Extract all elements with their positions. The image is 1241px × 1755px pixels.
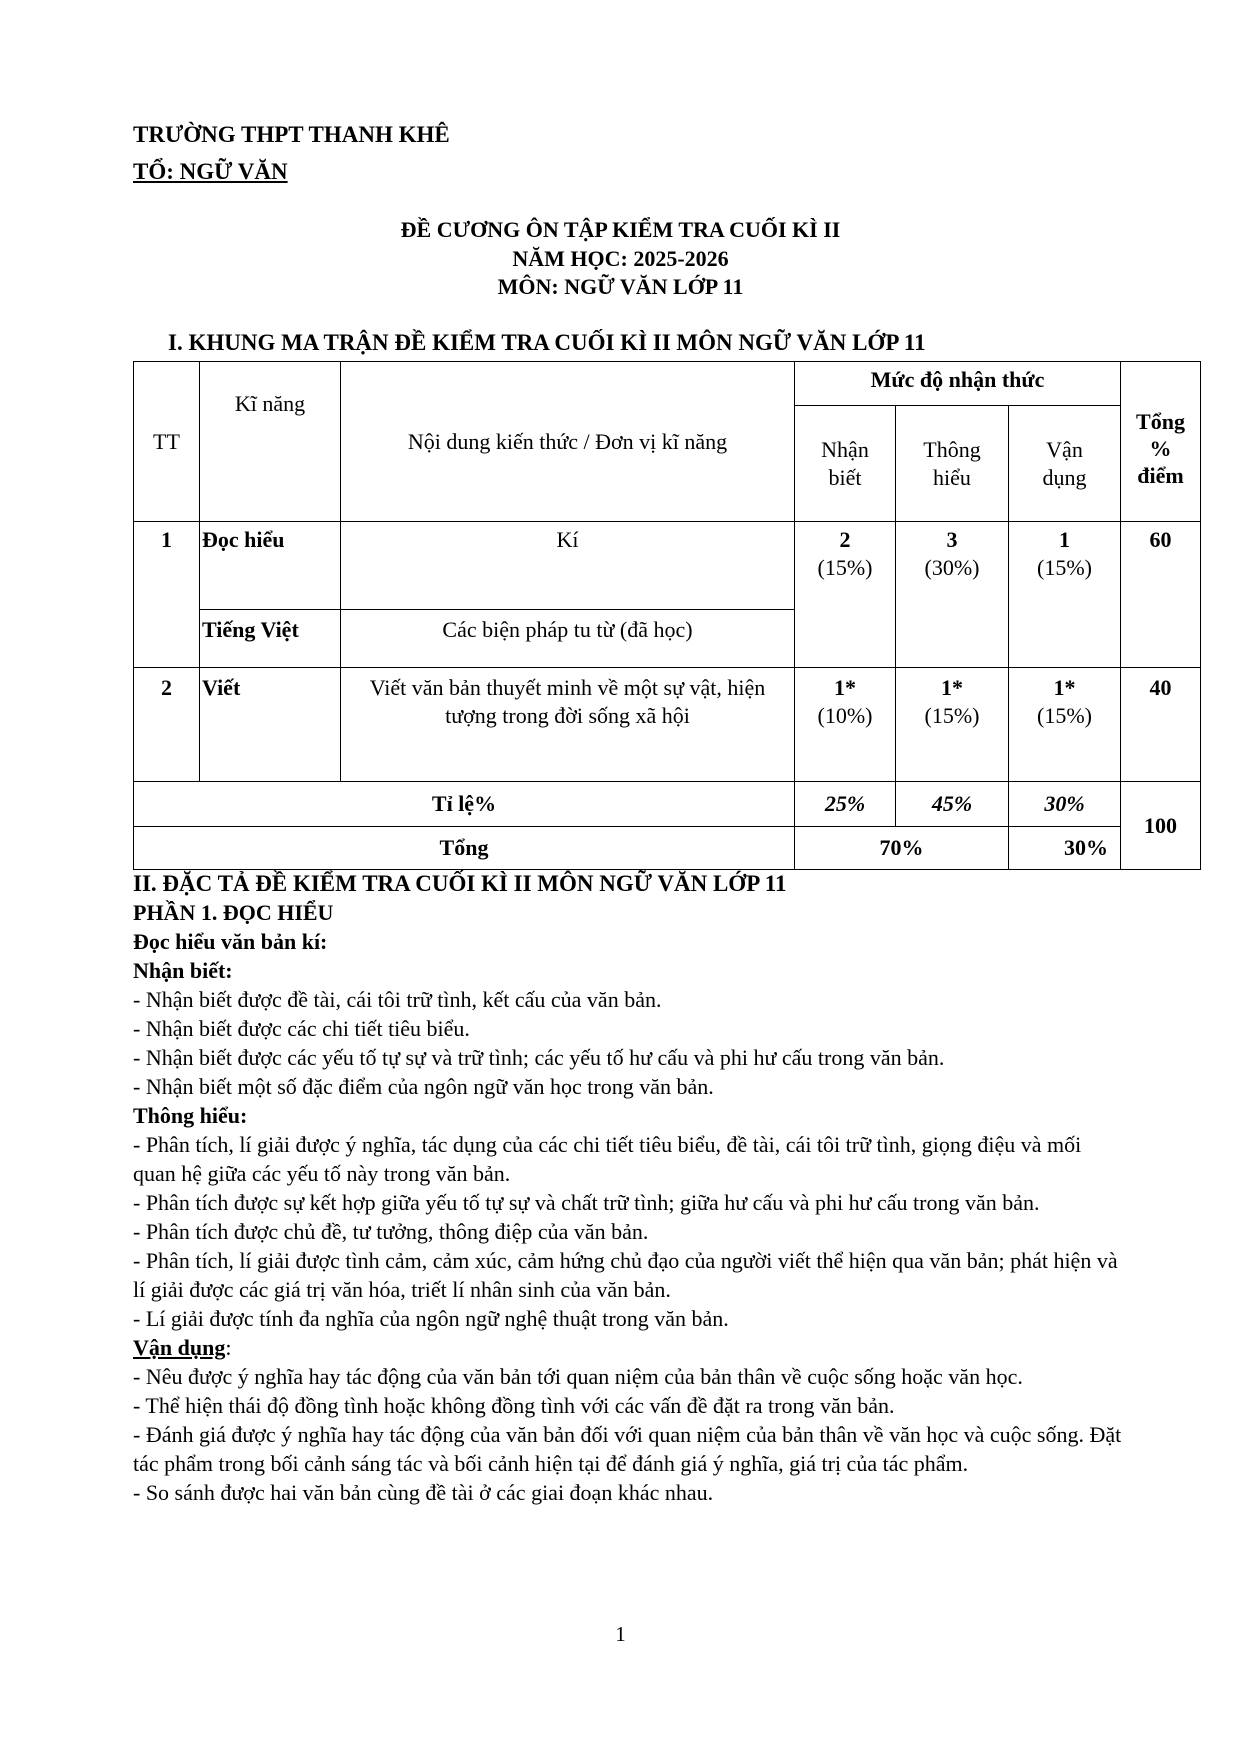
row2-nb: [795, 668, 896, 782]
th-item: - Phân tích, lí giải được tình cảm, cảm xúc, cảm hứng chủ đạo của người viết thể hiện qua văn bản; phát hiện và lí giải được các giá trị văn hóa, triết lí nhân sinh của văn bản.: [133, 1248, 1118, 1302]
nb-item: - Nhận biết được đề tài, cái tôi trữ tình, kết cấu của văn bản.: [133, 987, 662, 1012]
row2-vd-pct: (15%): [1037, 703, 1092, 728]
row1-skill: Đọc hiểu: [200, 522, 341, 610]
col-skill: Kĩ năng: [200, 362, 341, 522]
row1-sub-content: Các biện pháp tu từ (đã học): [341, 610, 795, 668]
col-tt: TT: [134, 362, 200, 522]
col-nhan-biet: Nhận biết: [795, 406, 896, 522]
vd-item: - Đánh giá được ý nghĩa hay tác động của văn bản đối với quan niệm của bản thân về văn học và cuộc sống. Đặt tác phẩm trong bối cảnh sáng tác và bối cảnh hiện tại để đánh giá ý nghĩa, giá trị của tác phẩm.: [133, 1422, 1122, 1476]
row1-content: Kí: [341, 522, 795, 610]
ratio-th: 45%: [896, 782, 1009, 827]
sum-nb-th: 70%: [795, 827, 1009, 870]
row2-vd-count: 1*: [1053, 675, 1076, 700]
vd-item: - So sánh được hai văn bản cùng đề tài ở các giai đoạn khác nhau.: [133, 1480, 714, 1505]
row2-content: Viết văn bản thuyết minh về một sự vật, hiện tượng trong đời sống xã hội: [341, 668, 795, 782]
col-content: Nội dung kiến thức / Đơn vị kĩ năng: [341, 362, 795, 522]
sum-vd: 30%: [1009, 827, 1121, 870]
th-item: - Lí giải được tính đa nghĩa của ngôn ngữ nghệ thuật trong văn bản.: [133, 1306, 729, 1331]
nb-item: - Nhận biết một số đặc điểm của ngôn ngữ văn học trong văn bản.: [133, 1074, 714, 1099]
section2-heading: II. ĐẶC TẢ ĐỀ KIỂM TRA CUỐI KÌ II MÔN NGỮ VĂN LỚP 11: [133, 871, 787, 896]
reading-subheading: Đọc hiểu văn bản kí:: [133, 929, 328, 954]
nb-item: - Nhận biết được các chi tiết tiêu biểu.: [133, 1016, 470, 1041]
ratio-label: Tỉ lệ%: [134, 782, 795, 827]
row1-vd-pct: (15%): [1037, 555, 1092, 580]
row1-total: 60: [1121, 522, 1201, 668]
row1-th-count: 3: [946, 527, 958, 552]
row2-th-pct: (15%): [924, 703, 980, 728]
ratio-nb: 25%: [795, 782, 896, 827]
thong-hieu-heading: Thông hiểu:: [133, 1103, 248, 1128]
row2-nb-count: 1*: [834, 675, 856, 700]
van-dung-heading-line: [133, 1333, 1123, 1362]
grand-total: 100: [1121, 782, 1201, 870]
row1-nb: [795, 522, 896, 668]
row1-vd-count: 1: [1059, 527, 1070, 552]
nb-item: - Nhận biết được các yếu tố tự sự và trữ tình; các yếu tố hư cấu và phi hư cấu trong văn bản.: [133, 1045, 945, 1070]
van-dung-heading: Vận dụng: [133, 1335, 226, 1360]
section1-heading: I. KHUNG MA TRẬN ĐỀ KIỂM TRA CUỐI KÌ II MÔN NGỮ VĂN LỚP 11: [168, 330, 926, 355]
row1-vd: [1009, 522, 1121, 668]
row1-th-pct: (30%): [924, 555, 980, 580]
van-dung-colon: :: [225, 1335, 232, 1360]
school-name: TRƯỜNG THPT THANH KHÊ: [133, 122, 450, 147]
ratio-vd: 30%: [1009, 782, 1121, 827]
doc-title-line2: NĂM HỌC: 2025-2026: [512, 246, 729, 271]
th-item: - Phân tích được sự kết hợp giữa yếu tố tự sự và chất trữ tình; giữa hư cấu và phi hư cấu trong văn bản.: [133, 1190, 1040, 1215]
total-header-top: [1121, 362, 1201, 406]
doc-title-line1: ĐỀ CƯƠNG ÔN TẬP KIỂM TRA CUỐI KÌ II: [400, 217, 841, 242]
col-total: Tổng % điểm: [1121, 406, 1201, 522]
row2-th: [896, 668, 1009, 782]
vd-item: - Nêu được ý nghĩa hay tác động của văn bản tới quan niệm của bản thân về cuộc sống hoặc văn học.: [133, 1364, 1023, 1389]
row2-nb-pct: (10%): [817, 703, 873, 728]
page-number: 1: [615, 1622, 626, 1646]
sum-label: Tổng: [134, 827, 795, 870]
col-thong-hieu: Thông hiểu: [896, 406, 1009, 522]
row1-nb-pct: (15%): [817, 555, 873, 580]
part1-heading: PHẦN 1. ĐỌC HIỂU: [133, 900, 334, 925]
row1-tt: 1: [134, 522, 200, 668]
col-van-dung: Vận dụng: [1009, 406, 1121, 522]
th-item: - Phân tích, lí giải được ý nghĩa, tác dụng của các chi tiết tiêu biểu, đề tài, cái tôi trữ tình, giọng điệu và mối quan hệ giữa các yếu tố này trong văn bản.: [133, 1132, 1082, 1186]
row2-th-count: 1*: [941, 675, 963, 700]
nhan-biet-heading: Nhận biết:: [133, 958, 233, 983]
row1-sub-skill: Tiếng Việt: [200, 610, 341, 668]
row2-total: 40: [1121, 668, 1201, 782]
row2-tt: 2: [134, 668, 200, 782]
col-level: Mức độ nhận thức: [795, 362, 1121, 406]
th-item: - Phân tích được chủ đề, tư tưởng, thông điệp của văn bản.: [133, 1219, 649, 1244]
department-name: TỔ: NGỮ VĂN: [133, 159, 288, 184]
matrix-table: [133, 361, 1201, 870]
row2-skill: Viết: [200, 668, 341, 782]
section2-body: [133, 869, 1123, 1507]
row2-vd: [1009, 668, 1121, 782]
vd-item: - Thể hiện thái độ đồng tình hoặc không đồng tình với các vấn đề đặt ra trong văn bản.: [133, 1393, 895, 1418]
doc-title-line3: MÔN: NGỮ VĂN LỚP 11: [497, 274, 744, 299]
row1-nb-count: 2: [839, 527, 851, 552]
row1-th: [896, 522, 1009, 668]
